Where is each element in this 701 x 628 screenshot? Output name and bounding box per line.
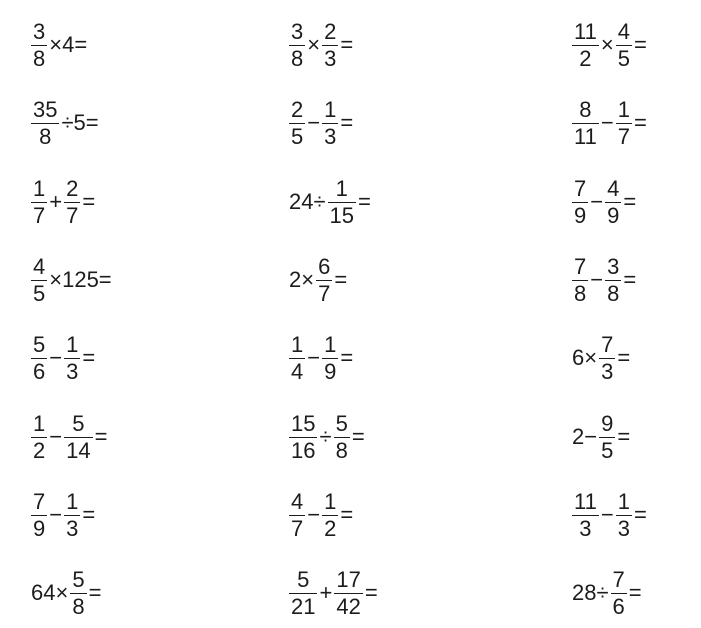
operator-text: 28÷ [572, 580, 609, 605]
operator-text: = [623, 267, 637, 292]
math-problem [571, 88, 648, 158]
fraction-numerator: 3 [291, 18, 304, 44]
fraction-denominator: 9 [33, 515, 46, 541]
math-problem [30, 480, 96, 550]
fraction [70, 568, 86, 619]
fraction-numerator: 1 [617, 96, 630, 122]
fraction-numerator: 11 [574, 18, 597, 44]
fraction-denominator: 9 [324, 358, 337, 384]
fraction [64, 490, 80, 541]
operator-text: 2− [572, 424, 598, 449]
fraction [572, 20, 599, 71]
math-problem [30, 88, 100, 158]
fraction [572, 490, 599, 541]
fraction [572, 177, 588, 228]
fraction-numerator: 5 [335, 410, 348, 436]
fraction [31, 255, 47, 306]
fraction-denominator: 8 [33, 45, 46, 71]
fraction [605, 177, 621, 228]
operator-text: = [617, 345, 631, 370]
operator-text: ÷ [319, 424, 332, 449]
fraction-denominator: 8 [335, 437, 348, 463]
fraction-numerator: 3 [33, 18, 46, 44]
fraction-numerator: 4 [607, 175, 620, 201]
problem-row [0, 88, 701, 158]
fraction [322, 20, 338, 71]
fraction-denominator: 8 [291, 45, 304, 71]
fraction [31, 177, 47, 228]
problem-row [0, 480, 701, 550]
operator-text: = [94, 424, 108, 449]
fraction [64, 177, 80, 228]
operator-text: − [590, 189, 604, 214]
operator-text: − [49, 424, 63, 449]
fraction [289, 333, 305, 384]
operator-text: = [633, 502, 647, 527]
operator-text: = [340, 502, 354, 527]
fraction-numerator: 1 [324, 331, 337, 357]
operator-text: 24÷ [289, 189, 326, 214]
fraction-denominator: 7 [318, 280, 331, 306]
operator-text: − [49, 345, 63, 370]
fraction-denominator: 5 [291, 123, 304, 149]
operator-text: × [600, 32, 614, 57]
fraction-denominator: 9 [574, 202, 587, 228]
fraction [328, 177, 356, 228]
fraction-denominator: 2 [324, 515, 337, 541]
fraction-numerator: 2 [66, 175, 79, 201]
problem-row [0, 323, 701, 393]
fraction-denominator: 21 [291, 593, 316, 619]
fraction [334, 568, 362, 619]
math-problem [571, 245, 637, 315]
operator-text: = [364, 580, 378, 605]
fraction-numerator: 2 [324, 18, 337, 44]
operator-text: − [307, 502, 321, 527]
fraction [316, 255, 332, 306]
fraction-numerator: 35 [33, 96, 58, 122]
fraction-denominator: 2 [579, 45, 592, 71]
math-problem [288, 10, 354, 80]
fraction-denominator: 3 [324, 123, 337, 149]
operator-text: = [334, 267, 348, 292]
fraction-denominator: 9 [607, 202, 620, 228]
problem-row [0, 402, 701, 472]
operator-text: − [307, 110, 321, 135]
fraction-numerator: 8 [579, 96, 592, 122]
fraction-numerator: 17 [336, 566, 361, 592]
fraction [64, 333, 80, 384]
math-problem [571, 558, 643, 628]
fraction-denominator: 8 [574, 280, 587, 306]
fraction [322, 333, 338, 384]
fraction [599, 412, 615, 463]
fraction [289, 412, 317, 463]
operator-text: + [49, 189, 63, 214]
fraction [599, 333, 615, 384]
fraction [611, 568, 627, 619]
operator-text: = [628, 580, 642, 605]
operator-text: ×125= [49, 267, 112, 292]
fraction-numerator: 2 [291, 96, 304, 122]
problem-row [0, 245, 701, 315]
operator-text: = [82, 189, 96, 214]
fraction-numerator: 7 [33, 488, 46, 514]
problem-row [0, 167, 701, 237]
fraction-denominator: 3 [617, 515, 630, 541]
fraction-numerator: 3 [607, 253, 620, 279]
fraction-denominator: 11 [574, 123, 597, 149]
math-problem [288, 88, 354, 158]
math-problem [571, 167, 637, 237]
fraction-denominator: 3 [579, 515, 592, 541]
math-problem [288, 323, 354, 393]
fraction-numerator: 15 [291, 410, 316, 436]
fraction [31, 412, 47, 463]
fraction [31, 490, 47, 541]
fraction-numerator: 7 [574, 175, 587, 201]
operator-text: − [600, 502, 614, 527]
math-problem [30, 10, 88, 80]
fraction-denominator: 6 [33, 358, 46, 384]
fraction-denominator: 8 [39, 123, 52, 149]
problem-row [0, 558, 701, 628]
fraction-denominator: 42 [336, 593, 361, 619]
operator-text: = [340, 345, 354, 370]
math-problem [30, 558, 102, 628]
fraction-numerator: 1 [324, 488, 337, 514]
fraction-numerator: 9 [601, 410, 614, 436]
fraction [31, 333, 47, 384]
fraction-numerator: 5 [33, 331, 46, 357]
math-problem [30, 167, 96, 237]
fraction-numerator: 6 [318, 253, 331, 279]
fraction-denominator: 5 [601, 437, 614, 463]
fraction-numerator: 1 [33, 175, 46, 201]
fraction-denominator: 3 [601, 358, 614, 384]
math-problem [288, 245, 348, 315]
fraction-denominator: 4 [291, 358, 304, 384]
fraction-numerator: 1 [335, 175, 348, 201]
math-problem [571, 402, 631, 472]
operator-text: = [340, 110, 354, 135]
operator-text: = [82, 345, 96, 370]
fraction [572, 98, 599, 149]
math-problem [288, 480, 354, 550]
fraction-numerator: 1 [617, 488, 630, 514]
fraction-denominator: 8 [72, 593, 85, 619]
fraction [605, 255, 621, 306]
fraction [31, 98, 59, 149]
operator-text: ÷5= [61, 110, 99, 135]
fraction-numerator: 4 [617, 18, 630, 44]
fraction [572, 255, 588, 306]
fraction-denominator: 3 [66, 358, 79, 384]
fraction-numerator: 1 [33, 410, 46, 436]
fraction-numerator: 4 [33, 253, 46, 279]
fraction-numerator: 4 [291, 488, 304, 514]
fraction-denominator: 3 [324, 45, 337, 71]
fraction [289, 490, 305, 541]
fraction-numerator: 7 [601, 331, 614, 357]
fraction [31, 20, 47, 71]
fraction [616, 20, 632, 71]
fraction [334, 412, 350, 463]
math-problem [571, 480, 648, 550]
math-problem [571, 10, 648, 80]
operator-text: − [600, 110, 614, 135]
fraction [616, 98, 632, 149]
fraction-denominator: 2 [33, 437, 46, 463]
operator-text: − [49, 502, 63, 527]
fraction-denominator: 14 [66, 437, 91, 463]
operator-text: = [633, 32, 647, 57]
fraction-denominator: 5 [33, 280, 46, 306]
math-problem [30, 402, 108, 472]
operator-text: ×4= [49, 32, 88, 57]
operator-text: 2× [289, 267, 315, 292]
operator-text: = [340, 32, 354, 57]
fraction [289, 20, 305, 71]
math-problem [288, 402, 366, 472]
fraction-numerator: 5 [72, 410, 85, 436]
fraction-denominator: 7 [66, 202, 79, 228]
operator-text: 6× [572, 345, 598, 370]
math-problem [30, 323, 96, 393]
fraction-denominator: 16 [291, 437, 316, 463]
operator-text: + [319, 580, 333, 605]
fraction [616, 490, 632, 541]
operator-text: − [307, 345, 321, 370]
fraction-denominator: 15 [329, 202, 355, 228]
operator-text: = [633, 110, 647, 135]
fraction-numerator: 5 [297, 566, 310, 592]
fraction-numerator: 1 [66, 488, 79, 514]
fraction-denominator: 8 [607, 280, 620, 306]
operator-text: = [351, 424, 365, 449]
fraction-denominator: 7 [617, 123, 630, 149]
operator-text: 64× [31, 580, 69, 605]
operator-text: = [358, 189, 371, 214]
math-problem [571, 323, 631, 393]
math-problem [288, 558, 379, 628]
operator-text: × [307, 32, 321, 57]
fraction [322, 98, 338, 149]
fraction-numerator: 7 [612, 566, 625, 592]
fraction-numerator: 5 [72, 566, 85, 592]
fraction-numerator: 11 [574, 488, 597, 514]
fraction-denominator: 3 [66, 515, 79, 541]
operator-text: = [82, 502, 96, 527]
problem-row [0, 10, 701, 80]
fraction-numerator: 1 [324, 96, 337, 122]
fraction [289, 568, 317, 619]
fraction [289, 98, 305, 149]
fraction [64, 412, 92, 463]
math-problem [30, 245, 113, 315]
fraction-numerator: 1 [291, 331, 304, 357]
fraction-denominator: 5 [617, 45, 630, 71]
operator-text: − [590, 267, 604, 292]
fraction-denominator: 7 [33, 202, 46, 228]
operator-text: = [623, 189, 637, 214]
operator-text: = [617, 424, 631, 449]
fraction [322, 490, 338, 541]
fraction-denominator: 6 [612, 593, 625, 619]
fraction-numerator: 7 [574, 253, 587, 279]
operator-text: = [88, 580, 102, 605]
fraction-denominator: 7 [291, 515, 304, 541]
math-problem [288, 167, 372, 237]
fraction-numerator: 1 [66, 331, 79, 357]
